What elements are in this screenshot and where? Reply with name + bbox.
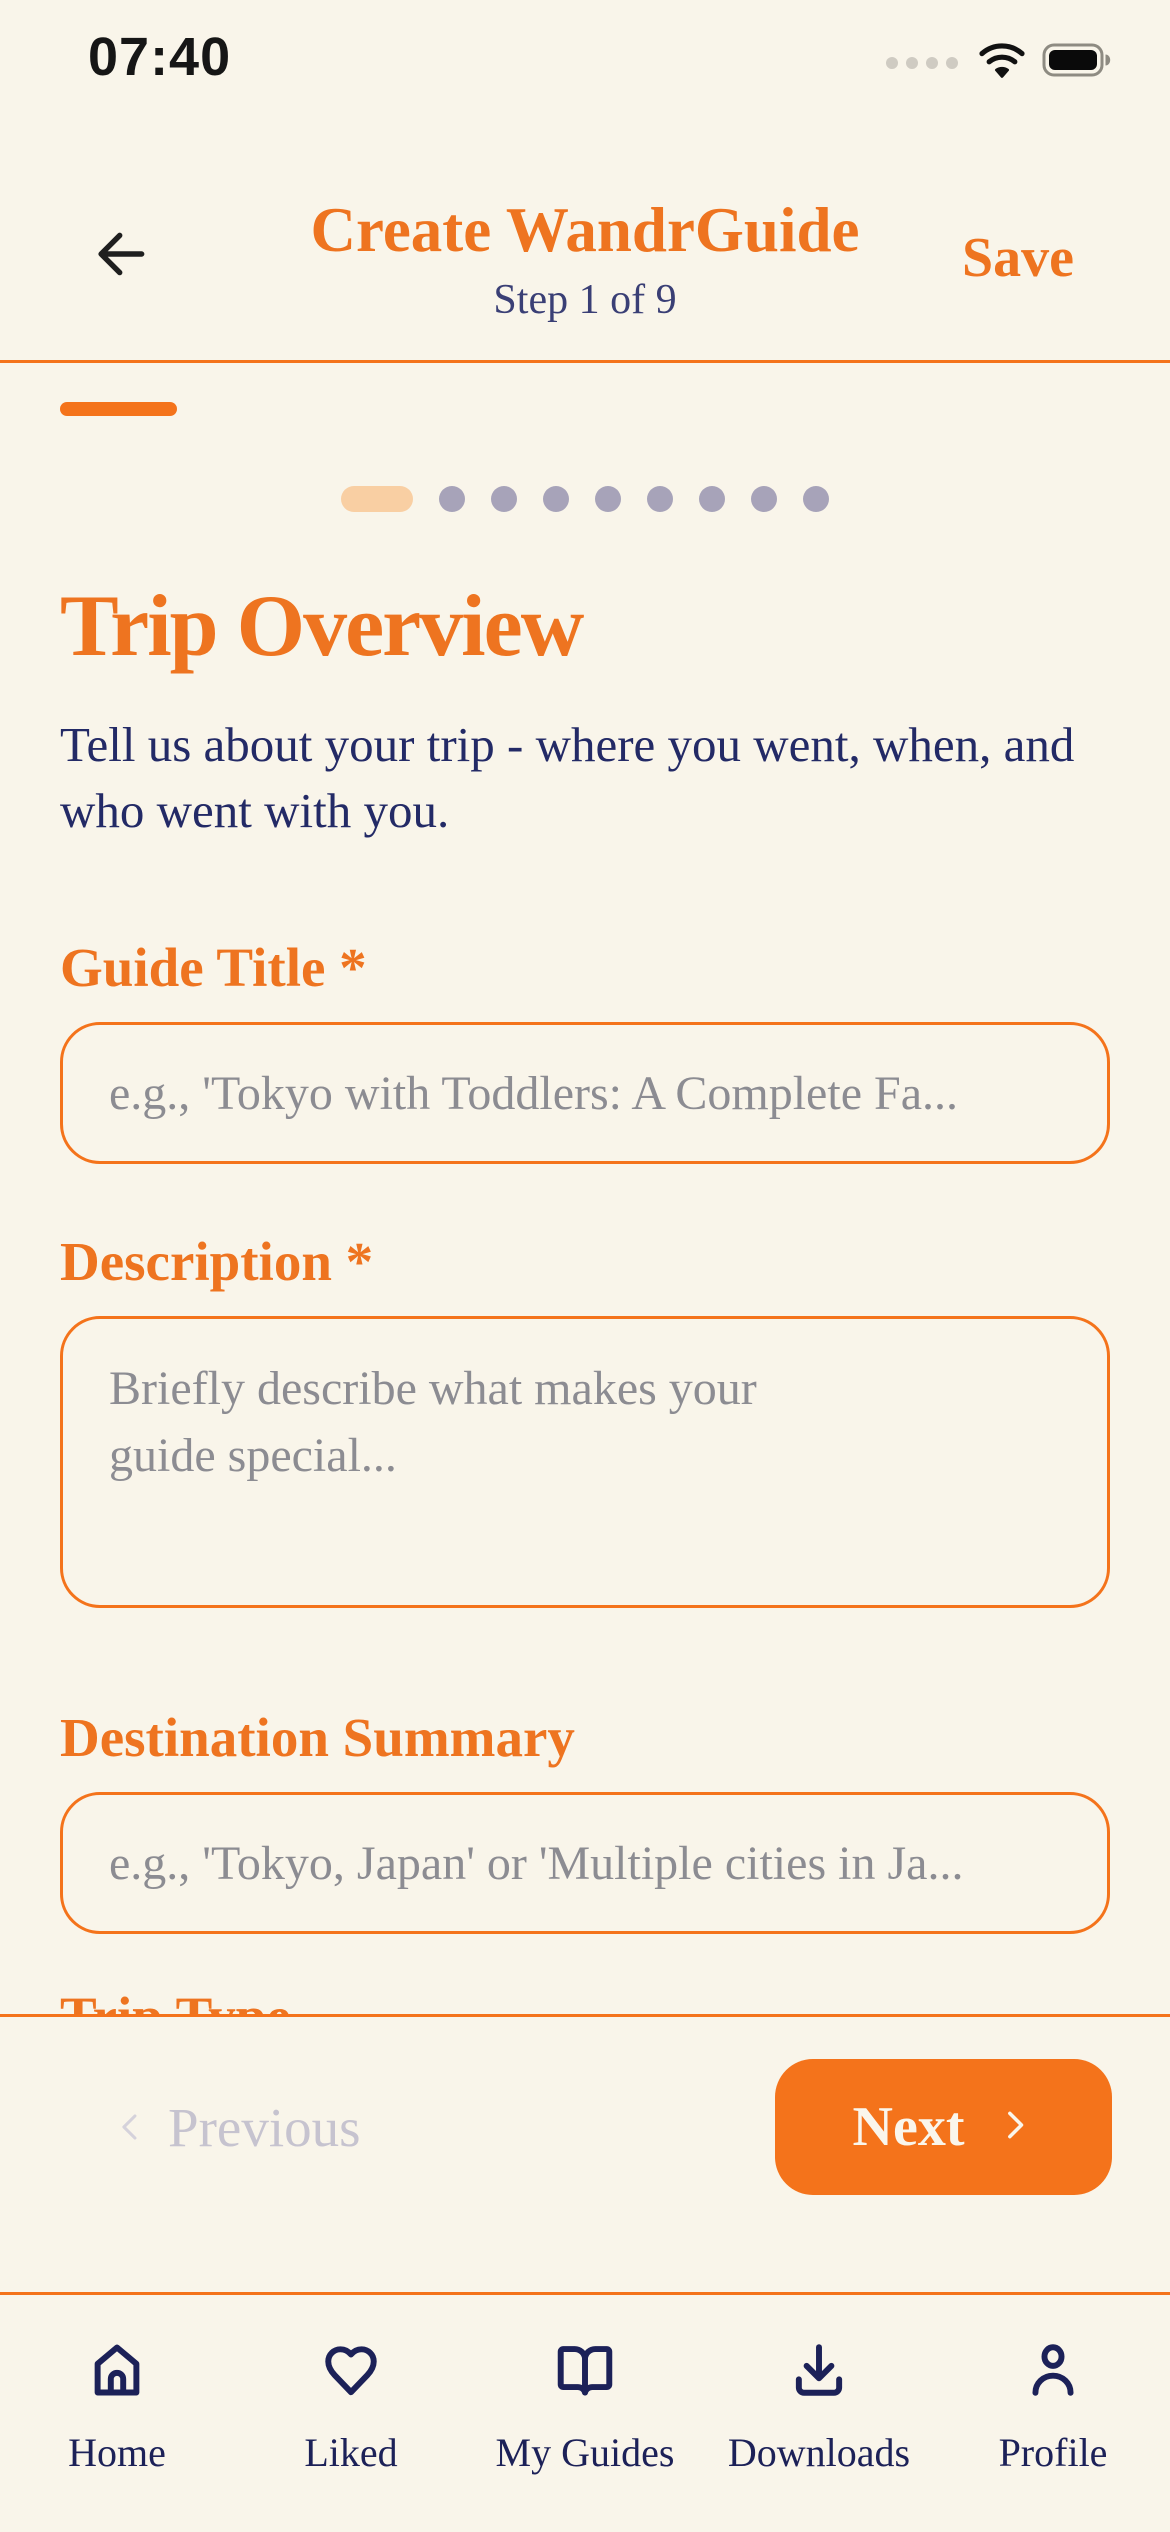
- status-bar: [0, 0, 1170, 110]
- tab-home-label: Home: [68, 2430, 166, 2475]
- back-arrow-icon: [90, 273, 152, 288]
- tab-my-guides[interactable]: [468, 2339, 702, 2532]
- next-button-label: Next: [852, 2096, 965, 2158]
- tab-profile-label: Profile: [998, 2430, 1108, 2475]
- home-icon: [86, 2339, 148, 2401]
- cellular-signal-icon: [886, 57, 958, 69]
- page-title: Create WandrGuide: [310, 195, 860, 265]
- tab-profile[interactable]: [936, 2339, 1170, 2532]
- progress-dot: [647, 486, 673, 512]
- progress-dot: [491, 486, 517, 512]
- next-button[interactable]: [775, 2059, 1112, 2195]
- progress-dot: [751, 486, 777, 512]
- destination-summary-label: Destination Summary: [60, 1707, 575, 1768]
- back-button[interactable]: [84, 222, 148, 286]
- section-heading: Trip Overview: [60, 578, 583, 675]
- progress-dot: [439, 486, 465, 512]
- previous-button[interactable]: [112, 2096, 361, 2159]
- heart-icon: [320, 2339, 382, 2401]
- progress-dot: [803, 486, 829, 512]
- progress-bar-fill: [60, 402, 177, 416]
- progress-dot: [595, 486, 621, 512]
- wizard-action-bar: [0, 2014, 1170, 2295]
- progress-dot: [543, 486, 569, 512]
- step-dot-row: [0, 486, 1170, 512]
- description-label: Description *: [60, 1231, 374, 1292]
- description-textarea[interactable]: [60, 1316, 1110, 1608]
- save-button[interactable]: Save: [962, 227, 1074, 289]
- status-time: 07:40: [88, 27, 232, 87]
- progress-dot-active: [341, 486, 413, 512]
- tab-downloads-label: Downloads: [727, 2430, 911, 2475]
- tab-liked-label: Liked: [304, 2430, 398, 2475]
- wifi-icon: [978, 40, 1026, 85]
- battery-icon: [1042, 43, 1112, 82]
- download-icon: [788, 2339, 850, 2401]
- chevron-left-icon: [112, 2096, 150, 2159]
- bottom-tab-bar: [0, 2292, 1170, 2532]
- step-indicator-text: Step 1 of 9: [493, 277, 677, 323]
- guide-title-input[interactable]: [60, 1022, 1110, 1164]
- tab-liked[interactable]: [234, 2339, 468, 2532]
- person-icon: [1022, 2339, 1084, 2401]
- header-divider: [0, 360, 1170, 363]
- open-book-icon: [554, 2339, 616, 2401]
- destination-summary-input[interactable]: [60, 1792, 1110, 1934]
- tab-downloads[interactable]: [702, 2339, 936, 2532]
- tab-my-guides-label: My Guides: [495, 2430, 675, 2475]
- guide-title-label: Guide Title *: [60, 937, 367, 998]
- progress-dot: [699, 486, 725, 512]
- status-icons: [886, 40, 1112, 85]
- previous-button-label: Previous: [168, 2096, 361, 2158]
- tab-home[interactable]: [0, 2339, 234, 2532]
- chevron-right-icon: [994, 2095, 1034, 2159]
- section-description: Tell us about your trip - where you went, when, and who went with you.: [60, 717, 1075, 838]
